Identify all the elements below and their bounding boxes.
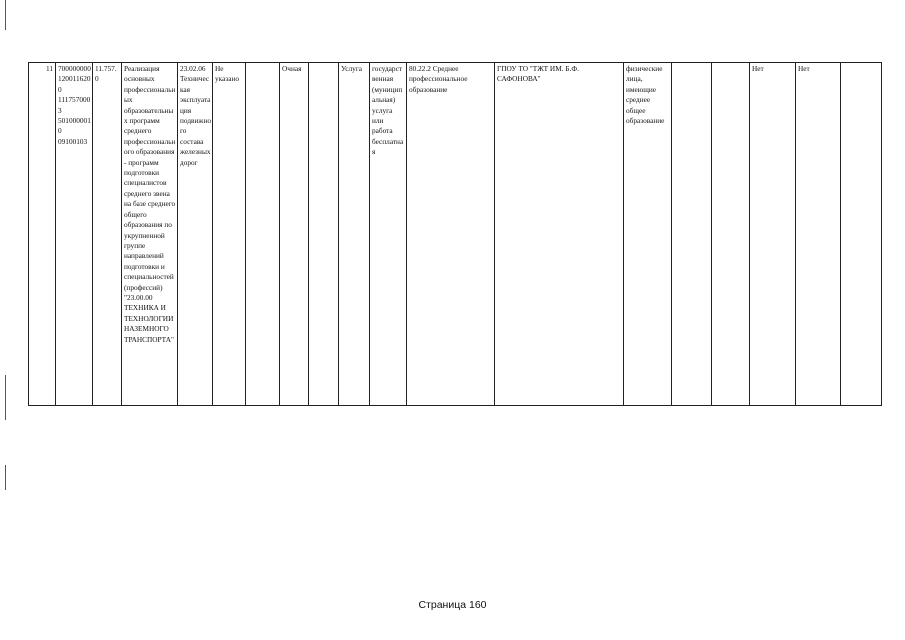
no-cell-2 (796, 63, 841, 406)
service-name-cell (122, 63, 178, 406)
no-value-2: Нет (798, 64, 810, 73)
service-kind: государственная (муниципальная) услуга или работа бесплатная (372, 64, 404, 157)
okved: 80.22.2 Среднее профессиональное образование (409, 64, 468, 94)
consumers: физические лица, имеющие среднее общее образование (626, 64, 665, 126)
empty-cell (672, 63, 712, 406)
empty-cell (309, 63, 339, 406)
service-kind-cell (370, 63, 407, 406)
okved-cell (407, 63, 495, 406)
table-row (29, 63, 882, 406)
registry-code-cell (56, 63, 93, 406)
form-cell (280, 63, 309, 406)
specialty-cell (178, 63, 213, 406)
row-number: 11 (45, 64, 53, 73)
empty-cell (246, 63, 280, 406)
service-name: Реализация основных профессиональных образовательных программ среднего профессионального образования - программ подготовки специалистов среднего звена на базе среднего общего образования по укрупненной группе направлений подготовки и специальностей (профессий) "23.00.00 ТЕХНИКА И ТЕХНОЛОГИИ НАЗЕМНОГО ТРАНСПОРТА" (124, 64, 176, 344)
no-value-1: Нет (752, 64, 764, 73)
row-number-cell (29, 63, 56, 406)
scan-edge-mark (5, 465, 6, 490)
institution: ГПОУ ТО "ТЖТ ИМ. Б.Ф. САФОНОВА" (497, 64, 579, 84)
not-specified-cell (213, 63, 246, 406)
scan-edge-mark (5, 0, 6, 30)
empty-cell (712, 63, 750, 406)
education-form: Очная (282, 64, 302, 73)
consumers-cell (624, 63, 672, 406)
no-cell-1 (750, 63, 796, 406)
specialty: 23.02.06 Техническая эксплуатация подвижного состава железных дорог (180, 64, 212, 167)
empty-cell (841, 63, 882, 406)
registry-table (28, 62, 882, 406)
code-cell (93, 63, 122, 406)
scan-edge-mark (5, 375, 6, 420)
page-number: Страница 160 (418, 599, 487, 611)
not-specified: Не указано (215, 64, 239, 84)
type-cell (339, 63, 370, 406)
code-value: 11.757.0 (95, 64, 117, 84)
service-type: Услуга (341, 64, 363, 73)
registry-code: 700000000 1200116200 1117570003 5010000010 09100103 (58, 64, 91, 146)
institution-cell (495, 63, 624, 406)
